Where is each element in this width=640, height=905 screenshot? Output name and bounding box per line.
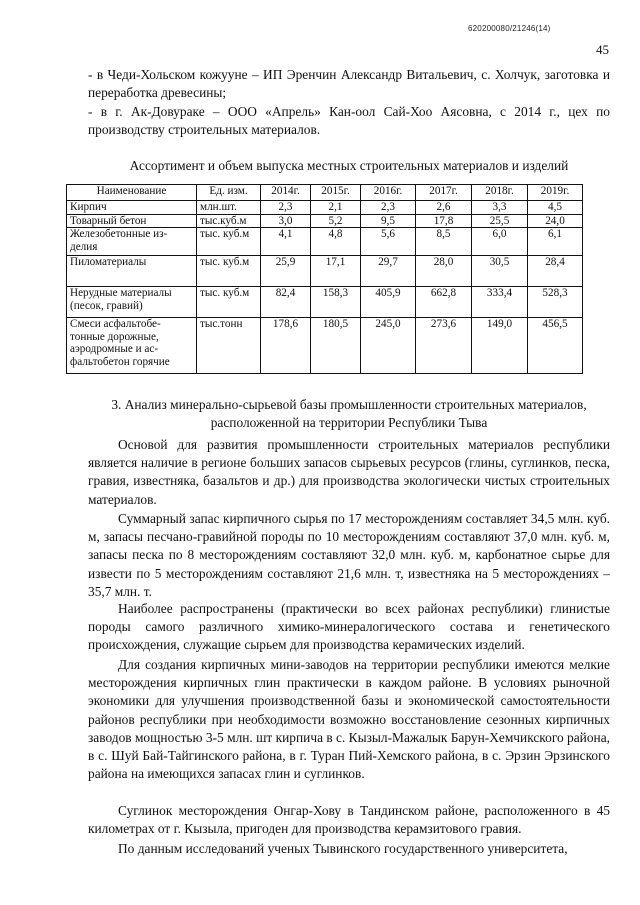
cell-value: 2,6 — [416, 201, 472, 215]
table-caption: Ассортимент и объем выпуска местных строительных материалов и изделий — [129, 158, 569, 173]
table-header-row — [67, 185, 583, 201]
production-table — [66, 184, 583, 374]
body-paragraph: Для создания кирпичных мини-заводов на территории республики имеются мелкие месторождения кирпичных глин практически в каждом районе. В условиях рыночной экономики для улучшения производственной базы и экономической самостоятельности районов республики при необходимости возможно восстановление сезонных кирпичных заводов мощностью 3-5 млн. шт кирпича в с. Кызыл-Мажалык Барун-Хемчикского района, в с. Шуй Бай-Тайгинского района, в г. Туран Пий-Хемского района, в с. Эрзин Эрзинского района на имеющихся запасах глин и суглинков. — [88, 657, 610, 782]
body-paragraph: По данным исследований ученых Тывинского государственного университета, — [118, 841, 568, 856]
cell-unit: тыс. куб.м — [197, 256, 261, 287]
cell-value: 333,4 — [472, 287, 528, 318]
cell-value: 9,5 — [361, 214, 416, 228]
cell-name: Товарный бетон — [67, 214, 197, 228]
cell-value: 4,1 — [261, 228, 311, 256]
header-year: 2018г. — [472, 185, 528, 201]
table-row — [67, 201, 583, 215]
cell-value: 17,1 — [311, 256, 361, 287]
table-row — [67, 228, 583, 256]
document-id: 620200080/21246(14) — [468, 24, 551, 33]
cell-value: 29,7 — [361, 256, 416, 287]
table-row — [67, 318, 583, 374]
header-year: 2014г. — [261, 185, 311, 201]
body-paragraph: Суммарный запас кирпичного сырья по 17 месторождениям составляет 34,5 млн. куб. м, запасы песчано-гравийной породы по 10 месторождениям составляют 37,0 млн. куб. м, запасы песка по 8 месторождениям составляют 32,0 млн. куб. м, карбонатное сырье для извести по 5 месторождениям составляют 21,6 млн. т, известняка на 5 месторождениях – 35,7 млн. т. — [88, 511, 610, 599]
header-year: 2016г. — [361, 185, 416, 201]
cell-value: 2,3 — [361, 201, 416, 215]
cell-value: 2,3 — [261, 201, 311, 215]
body-paragraph: Основой для развития промышленности строительных материалов республики является наличие в регионе больших запасов сырьевых ресурсов (глины, суглинков, песка, гравия, известняка, базальтов и др.) для производства экологически чистых строительных материалов. — [88, 437, 610, 507]
cell-value: 8,5 — [416, 228, 472, 256]
page-number: 45 — [596, 42, 609, 57]
cell-value: 405,9 — [361, 287, 416, 318]
header-year: 2019г. — [528, 185, 583, 201]
cell-value: 273,6 — [416, 318, 472, 374]
cell-value: 528,3 — [528, 287, 583, 318]
header-name: Наименование — [67, 185, 197, 201]
cell-name: Железобетонные из-делия — [67, 228, 197, 256]
cell-unit: тыс.куб.м — [197, 214, 261, 228]
table-row — [67, 256, 583, 287]
cell-value: 6,0 — [472, 228, 528, 256]
cell-value: 28,0 — [416, 256, 472, 287]
cell-value: 245,0 — [361, 318, 416, 374]
cell-name: Пиломатериалы — [67, 256, 197, 287]
cell-value: 3,3 — [472, 201, 528, 215]
cell-value: 25,9 — [261, 256, 311, 287]
cell-value: 82,4 — [261, 287, 311, 318]
cell-value: 28,4 — [528, 256, 583, 287]
cell-value: 3,0 — [261, 214, 311, 228]
cell-value: 5,2 — [311, 214, 361, 228]
intro-paragraph: - в г. Ак-Довураке – ООО «Апрель» Кан-оол Сай-Хоо Аясовна, с 2014 г., цех по производству строительных материалов. — [88, 104, 610, 138]
cell-value: 5,6 — [361, 228, 416, 256]
cell-value: 4,5 — [528, 201, 583, 215]
section-title: 3. Анализ минерально-сырьевой базы промышленности строительных материалов, расположенной на территории Республики Тыва — [111, 397, 587, 431]
cell-value: 6,1 — [528, 228, 583, 256]
cell-name: Нерудные материалы (песок, гравий) — [67, 287, 197, 318]
cell-name: Кирпич — [67, 201, 197, 215]
cell-value: 456,5 — [528, 318, 583, 374]
cell-value: 180,5 — [311, 318, 361, 374]
cell-unit: тыс. куб.м — [197, 287, 261, 318]
cell-value: 2,1 — [311, 201, 361, 215]
body-paragraph: Наиболее распространены (практически во всех районах республики) глинистые породы самого различного химико-минералогического состава и генетического происхождения, служащие сырьем для производства керамических изделий. — [88, 601, 610, 653]
cell-name: Смеси асфальтобе-тонные дорожные, аэродромные и ас-фальтобетон горячие — [67, 318, 197, 374]
body-paragraph: Суглинок месторождения Онгар-Хову в Тандинском районе, расположенного в 45 километрах от г. Кызыла, пригоден для производства керамзитового гравия. — [88, 803, 610, 837]
table-row — [67, 287, 583, 318]
cell-value: 149,0 — [472, 318, 528, 374]
cell-value: 4,8 — [311, 228, 361, 256]
cell-value: 178,6 — [261, 318, 311, 374]
header-unit: Ед. изм. — [197, 185, 261, 201]
cell-value: 24,0 — [528, 214, 583, 228]
cell-value: 158,3 — [311, 287, 361, 318]
cell-unit: тыс. куб.м — [197, 228, 261, 256]
header-year: 2017г. — [416, 185, 472, 201]
cell-value: 662,8 — [416, 287, 472, 318]
cell-value: 25,5 — [472, 214, 528, 228]
table-row — [67, 214, 583, 228]
cell-unit: млн.шт. — [197, 201, 261, 215]
header-year: 2015г. — [311, 185, 361, 201]
cell-value: 30,5 — [472, 256, 528, 287]
cell-value: 17,8 — [416, 214, 472, 228]
cell-unit: тыс.тонн — [197, 318, 261, 374]
intro-paragraph: - в Чеди-Хольском кожууне – ИП Эренчин Александр Витальевич, с. Холчук, заготовка и переработка древесины; — [88, 67, 610, 101]
